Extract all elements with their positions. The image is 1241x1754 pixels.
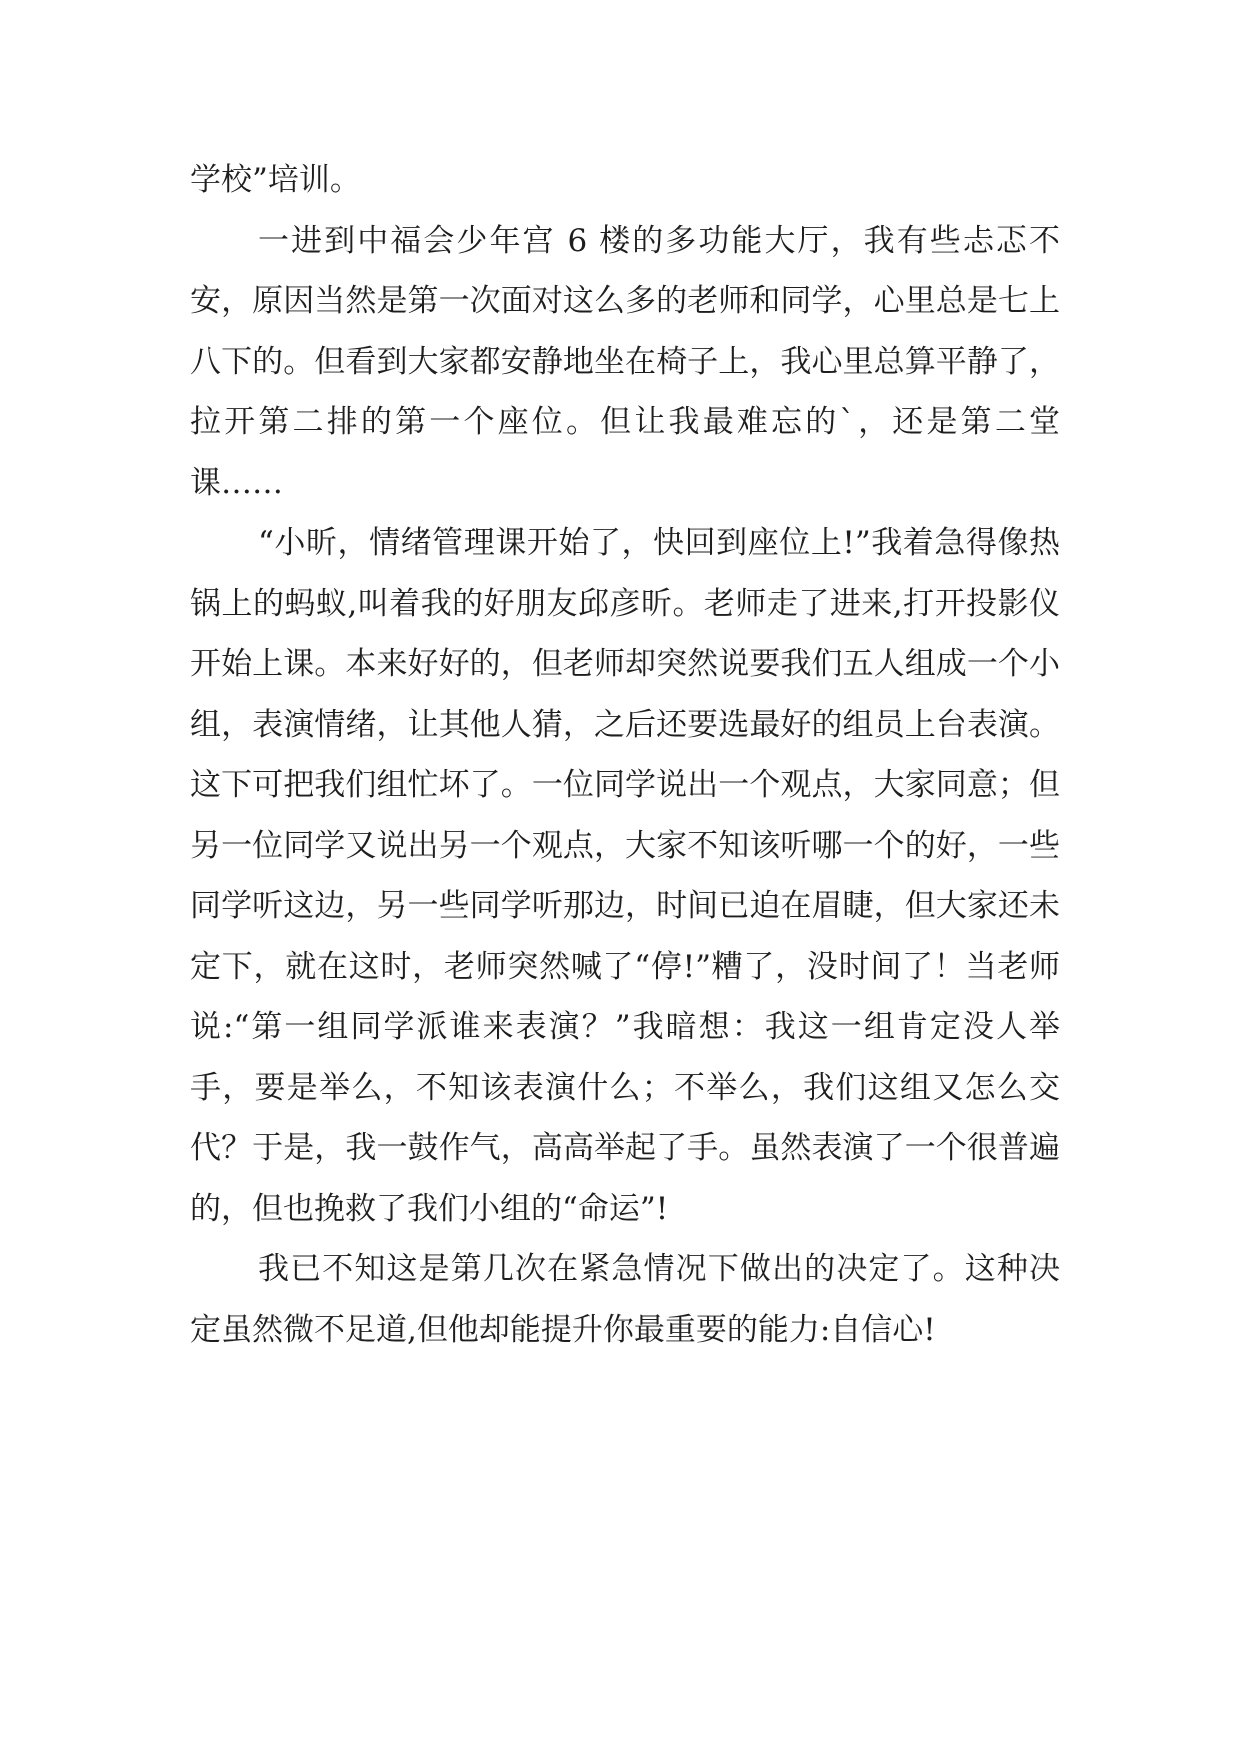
paragraph: 我已不知这是第几次在紧急情况下做出的决定了。这种决定虽然微不足道,但他却能提升你最重要的能力:自信心! (190, 1251, 1060, 1348)
document-body (190, 150, 1060, 1360)
paragraph: “小昕，情绪管理课开始了，快回到座位上!”我着急得像热锅上的蚂蚁,叫着我的好朋友邱彦昕。老师走了进来,打开投影仪开始上课。本来好好的，但老师却突然说要我们五人组成一个小组，表演情绪，让其他人猜，之后还要选最好的组员上台表演。这下可把我们组忙坏了。一位同学说出一个观点，大家同意；但另一位同学又说出另一个观点，大家不知该听哪一个的好，一些同学听这边，另一些同学听那边，时间已迫在眉睫，但大家还未定下，就在这时，老师突然喊了“停!”糟了，没时间了！当老师说:“第一组同学派谁来表演？”我暗想：我这一组肯定没人举手，要是举么，不知该表演什么；不举么，我们这组又怎么交代？于是，我一鼓作气，高高举起了手。虽然表演了一个很普遍的，但也挽救了我们小组的“命运”! (190, 525, 1060, 1227)
paragraph: 学校”培训。 (190, 162, 361, 198)
paragraph: 一进到中福会少年宫 6 楼的多功能大厅，我有些忐忑不安，原因当然是第一次面对这么多的老师和同学，心里总是七上八下的。但看到大家都安静地坐在椅子上，我心里总算平静了，拉开第二排的第一个座位。但让我最难忘的`，还是第二堂课…… (190, 222, 1060, 501)
